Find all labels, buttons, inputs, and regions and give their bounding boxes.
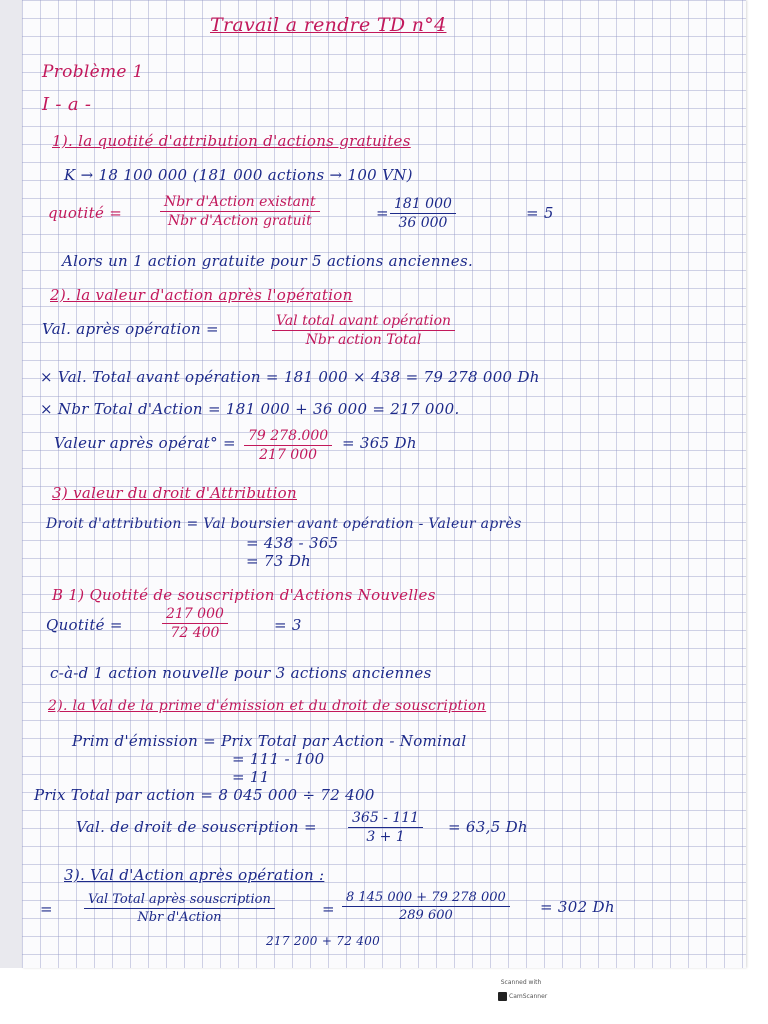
q2-valeur-result: = 365 Dh bbox=[342, 434, 417, 452]
b2-droit-label: Val. de droit de souscription = bbox=[76, 818, 317, 836]
q1-formula-fraction bbox=[160, 194, 320, 229]
b3-formula-denominator: Nbr d'Action bbox=[137, 910, 222, 925]
b2-droit-denominator: 3 + 1 bbox=[366, 829, 405, 845]
b1-fraction bbox=[162, 606, 228, 641]
b2-droit-result: = 63,5 Dh bbox=[448, 818, 528, 836]
b1-denominator: 72 400 bbox=[170, 625, 220, 641]
b1-label: Quotité = bbox=[46, 616, 123, 634]
b1-numerator: 217 000 bbox=[162, 606, 228, 624]
b2-prime-result: = 11 bbox=[232, 768, 270, 786]
b3-value-denominator: 289 600 bbox=[399, 908, 453, 923]
camscanner-logo-icon bbox=[498, 992, 507, 1001]
q3-heading: 3) valeur du droit d'Attribution bbox=[52, 484, 297, 502]
b3-equals-2: = bbox=[322, 900, 335, 918]
b2-prime-formula: Prim d'émission = Prix Total par Action - Nominal bbox=[72, 732, 467, 750]
camscanner-stamp bbox=[498, 978, 548, 1016]
q1-value-fraction bbox=[390, 196, 456, 231]
q2-valeur-numerator: 79 278.000 bbox=[244, 428, 332, 446]
b3-formula-fraction bbox=[84, 892, 275, 925]
b3-result: = 302 Dh bbox=[540, 898, 615, 916]
q2-formula-denominator: Nbr action Total bbox=[305, 332, 422, 348]
q2-total-value: × Val. Total avant opération = 181 000 × 438 = 79 278 000 Dh bbox=[40, 368, 540, 386]
q3-formula: Droit d'attribution = Val boursier avant opération - Valeur après bbox=[46, 516, 522, 532]
q2-label: Val. après opération = bbox=[42, 320, 219, 338]
q3-substitution: = 438 - 365 bbox=[246, 534, 339, 552]
b1-conclusion: c-à-d 1 action nouvelle pour 3 actions anciennes bbox=[50, 664, 432, 682]
q2-valeur-denominator: 217 000 bbox=[259, 447, 318, 463]
q1-result: = 5 bbox=[526, 204, 554, 222]
q1-formula-denominator: Nbr d'Action gratuit bbox=[167, 213, 312, 229]
q2-formula-fraction bbox=[272, 313, 455, 348]
q1-equals: = bbox=[376, 204, 389, 222]
q1-value-denominator: 36 000 bbox=[398, 215, 448, 231]
b3-formula-numerator: Val Total après souscription bbox=[84, 892, 275, 909]
b2-droit-numerator: 365 - 111 bbox=[348, 810, 423, 828]
q1-heading: 1). la quotité d'attribution d'actions gratuites bbox=[52, 132, 411, 150]
problem-heading: Problème 1 bbox=[42, 62, 144, 82]
b2-heading: 2). la Val de la prime d'émission et du droit de souscription bbox=[48, 698, 487, 714]
q2-valeur-label: Valeur après opérat° = bbox=[54, 434, 236, 452]
stamp-brand: CamScanner bbox=[509, 993, 548, 1000]
q2-formula-numerator: Val total avant opération bbox=[272, 313, 455, 331]
b3-value-fraction bbox=[342, 890, 510, 923]
q2-valeur-fraction bbox=[244, 428, 332, 463]
camscanner-logo bbox=[498, 992, 547, 1001]
b2-prime-substitution: = 111 - 100 bbox=[232, 750, 325, 768]
page-binding-edge bbox=[0, 0, 22, 968]
q3-result: = 73 Dh bbox=[246, 552, 311, 570]
b3-heading: 3). Val d'Action après opération : bbox=[64, 866, 325, 884]
b2-droit-fraction bbox=[348, 810, 423, 845]
q1-conclusion: Alors un 1 action gratuite pour 5 actions anciennes. bbox=[62, 252, 474, 270]
q1-value-numerator: 181 000 bbox=[390, 196, 456, 214]
q2-heading: 2). la valeur d'action après l'opération bbox=[50, 286, 353, 304]
b3-equals: = bbox=[40, 900, 53, 918]
stamp-caption: Scanned with bbox=[500, 979, 542, 986]
b1-result: = 3 bbox=[274, 616, 302, 634]
b1-heading: B 1) Quotité de souscription d'Actions Nouvelles bbox=[52, 586, 436, 604]
b3-footnote: 217 200 + 72 400 bbox=[266, 934, 381, 948]
q1-quotite-label: quotité = bbox=[48, 204, 123, 222]
q1-capital: K → 18 100 000 (181 000 actions → 100 VN) bbox=[64, 166, 413, 184]
b3-value-numerator: 8 145 000 + 79 278 000 bbox=[342, 890, 510, 907]
q2-total-actions: × Nbr Total d'Action = 181 000 + 36 000 = 217 000. bbox=[40, 400, 460, 418]
b2-prix-total: Prix Total par action = 8 045 000 ÷ 72 400 bbox=[34, 786, 375, 804]
section-a-heading: I - a - bbox=[42, 94, 92, 115]
q1-formula-numerator: Nbr d'Action existant bbox=[160, 194, 320, 212]
page-title: Travail a rendre TD n°4 bbox=[210, 14, 447, 36]
